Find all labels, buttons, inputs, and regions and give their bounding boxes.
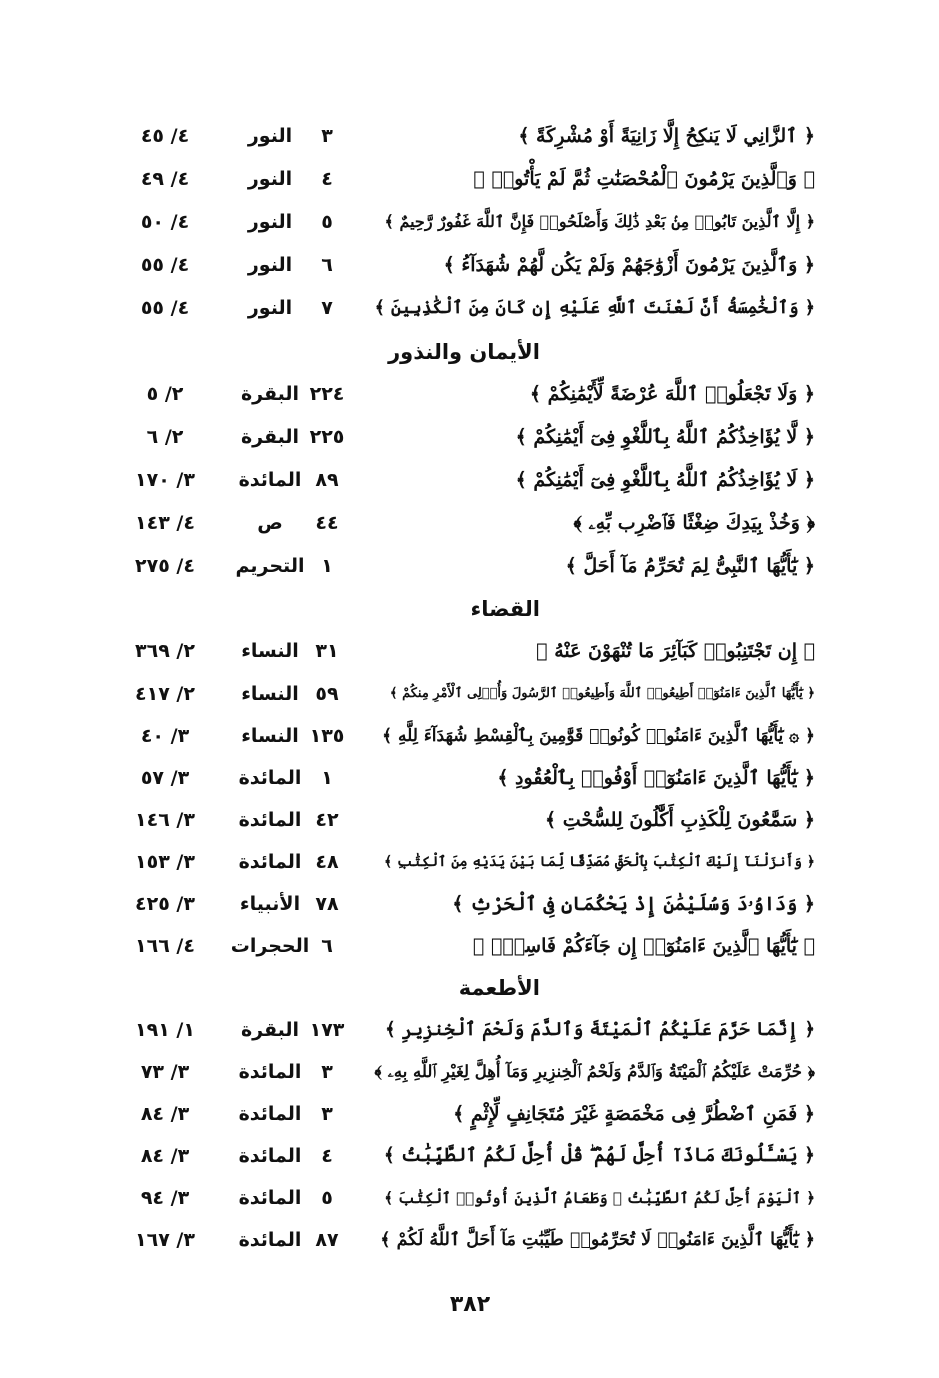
verse-number: ٨٧ [315,1229,339,1251]
verse-text: ﴿ ۞ يَٰٓأَيُّهَا ٱلَّذِينَ ءَامَنُوا۟ كُونُوا۟ قَوَّٰمِينَ بِٱلْقِسْطِ شُهَدَآءَ لِلَّهِ ﴾ [382,726,815,746]
verse-text: ﴿ وَدَاوُۥدَ وَسُلَيْمَٰنَ إِذْ يَحْكُمَانِ فِى ٱلْحَرْثِ ﴾ [452,893,815,915]
sura-name: التحريم [235,555,305,577]
verse-text: ﴿ إِن تَجْتَنِبُوا۟ كَبَآئِرَ مَا تُنْهَوْنَ عَنْهُ ﴾ [536,640,815,662]
verse-text: ﴿ وَٱلَّذِينَ يَرْمُونَ أَزْوَٰجَهُمْ وَلَمْ يَكُن لَّهُمْ شُهَدَآءُ ﴾ [443,254,815,276]
verse-number: ٤٢ [315,809,339,831]
sura-name: النور [247,168,293,190]
sura-name: المائدة [238,809,302,831]
sura-name: ص [257,512,283,534]
volume-page-ref: ٣/ ٨٤ [140,1103,190,1125]
volume-page-ref: ٣/ ١٥٣ [135,851,195,873]
volume-page-ref: ٤/ ٤٥ [140,125,190,147]
verse-text: ﴿ وَخُذْ بِيَدِكَ ضِغْثًا فَٱضْرِب بِّهِۦ ﴾ [573,512,815,534]
index-row [110,844,815,880]
sura-name: النور [247,125,293,147]
verse-text: ﴿ وَأَنزَلْنَآ إِلَيْكَ ٱلْكِتَٰبَ بِٱلْحَقِّ مُصَدِّقًا لِّمَا بَيْنَ يَدَيْهِ مِنَ ٱلْكِتَٰبِ ﴾ [384,854,815,870]
verse-text: ﴿ لَا يُؤَاخِذُكُمُ ٱللَّهُ بِٱللَّغْوِ فِىٓ أَيْمَٰنِكُمْ ﴾ [515,469,815,491]
sura-name: النساء [241,683,299,705]
volume-page-ref: ٤/ ١٤٣ [135,512,195,534]
verse-number: ٥ [321,211,333,233]
volume-page-ref: ٤/ ٥٠ [140,211,190,233]
sura-name: المائدة [238,1103,302,1125]
sura-name: النساء [241,725,299,747]
section-heading: القضاء [470,597,540,621]
volume-page-ref: ٤/ ١٦٦ [135,935,195,957]
volume-page-ref: ٣/ ٤٢٥ [135,893,195,915]
volume-page-ref: ٤/ ٥٥ [140,254,190,276]
index-row [110,548,815,584]
index-row [110,676,815,712]
volume-page-ref: ٢/ ٥ [146,383,184,405]
verse-text: ﴿ سَمَّٰعُونَ لِلْكَذِبِ أَكَّٰلُونَ لِلسُّحْتِ ﴾ [545,809,815,831]
index-row [110,928,815,964]
verse-number: ٥ [321,1187,333,1209]
verse-number: ١٣٥ [309,725,345,747]
verse-text: ﴿ وَلَا تَجْعَلُوا۟ ٱللَّهَ عُرْضَةً لِّأَيْمَٰنِكُمْ ﴾ [529,383,815,405]
volume-page-ref: ٣/ ١٤٦ [135,809,195,831]
index-row [110,1054,815,1090]
index-row [110,1138,815,1174]
verse-number: ٧ [321,297,333,319]
verse-number: ٣ [321,125,333,147]
verse-number: ٢٢٥ [309,426,345,448]
index-row [110,204,815,240]
index-row [110,886,815,922]
verse-number: ٦ [321,254,333,276]
index-row [110,462,815,498]
verse-text: ﴿ يَٰٓأَيُّهَا ٱلنَّبِىُّ لِمَ تُحَرِّمُ مَآ أَحَلَّ ﴾ [565,555,815,577]
sura-name: المائدة [238,1061,302,1083]
verse-text: ﴿ يَسْـَٔلُونَكَ مَاذَآ أُحِلَّ لَهُمْ ۖ قُلْ أُحِلَّ لَكُمُ ٱلطَّيِّبَٰتُ ﴾ [383,1145,815,1166]
index-row [110,1180,815,1216]
sura-name: المائدة [238,767,302,789]
page-number: ٣٨٢ [449,1292,491,1317]
index-row [110,633,815,669]
verse-number: ٤٨ [315,851,339,873]
sura-name: المائدة [238,1145,302,1167]
verse-text: ﴿ يَٰٓأَيُّهَا ٱلَّذِينَ ءَامَنُوٓا۟ أَوْفُوا۟ بِٱلْعُقُودِ ﴾ [497,767,815,789]
verse-text: ﴿ يَٰٓأَيُّهَا ٱلَّذِينَ ءَامَنُوٓا۟ إِن جَآءَكُمْ فَاسِقٌۢ ﴾ [472,935,815,957]
verse-number: ٢٢٤ [309,383,345,405]
sura-name: النور [247,254,293,276]
volume-page-ref: ٣/ ٤٠ [140,725,190,747]
index-row [110,760,815,796]
volume-page-ref: ٣/ ٥٧ [140,767,190,789]
sura-name: النور [247,211,293,233]
index-row [110,161,815,197]
sura-name: المائدة [238,469,302,491]
verse-number: ٣ [321,1061,333,1083]
sura-name: الأنبياء [239,893,301,915]
index-row [110,1012,815,1048]
sura-name: البقرة [240,426,300,448]
sura-name: النور [247,297,293,319]
verse-number: ٥٩ [315,683,339,705]
verse-number: ٣١ [315,640,339,662]
verse-number: ٦ [321,935,333,957]
index-row [110,419,815,455]
verse-number: ١ [321,767,333,789]
verse-number: ١٧٣ [309,1019,345,1041]
index-row [110,802,815,838]
section-heading: الأطعمة [458,976,540,1000]
verse-number: ٧٨ [315,893,339,915]
index-row [110,118,815,154]
sura-name: النساء [241,640,299,662]
sura-name: المائدة [238,1187,302,1209]
volume-page-ref: ٤/ ٢٧٥ [135,555,195,577]
verse-text: ﴿ فَمَنِ ٱضْطُرَّ فِى مَخْمَصَةٍ غَيْرَ مُتَجَانِفٍ لِّإِثْمٍ ﴾ [453,1103,815,1125]
volume-page-ref: ٢/ ٣٦٩ [135,640,195,662]
verse-text: ﴿ إِنَّمَا حَرَّمَ عَلَيْكُمُ ٱلْمَيْتَةَ وَٱلدَّمَ وَلَحْمَ ٱلْخِنزِيرِ ﴾ [385,1019,815,1040]
verse-text: ﴿ ٱلزَّانِي لَا يَنكِحُ إِلَّا زَانِيَةً أَوْ مُشْرِكَةً ﴾ [518,125,815,147]
volume-page-ref: ٣/ ٩٤ [140,1187,190,1209]
verse-text: ﴿ لَّا يُؤَاخِذُكُمُ ٱللَّهُ بِٱللَّغْوِ فِىٓ أَيْمَٰنِكُمْ ﴾ [515,426,815,448]
verse-number: ٣ [321,1103,333,1125]
sura-name: البقرة [240,1019,300,1041]
sura-name: المائدة [238,851,302,873]
verse-text: ﴿ وَٱلَّذِينَ يَرْمُونَ ٱلْمُحْصَنَٰتِ ثُمَّ لَمْ يَأْتُوا۟ ﴾ [473,168,815,190]
volume-page-ref: ٣/ ٨٤ [140,1145,190,1167]
verse-text: ﴿ ٱلْيَوْمَ أُحِلَّ لَكُمُ ٱلطَّيِّبَٰتُ ۖ وَطَعَامُ ٱلَّذِينَ أُوتُوا۟ ٱلْكِتَٰبَ ﴾ [384,1189,815,1207]
volume-page-ref: ٢/ ٤١٧ [135,683,195,705]
verse-text: ﴿ يَٰٓأَيُّهَا ٱلَّذِينَ ءَامَنُوٓا۟ أَطِيعُوا۟ ٱللَّهَ وَأَطِيعُوا۟ ٱلرَّسُولَ وَأُو۟لِى ٱلْأَمْرِ مِنكُمْ ﴾ [389,686,815,701]
verse-number: ٨٩ [315,469,339,491]
volume-page-ref: ٣/ ١٦٧ [135,1229,195,1251]
volume-page-ref: ٣/ ١٧٠ [135,469,195,491]
index-row [110,1096,815,1132]
verse-number: ٤٤ [315,512,339,534]
verse-text: ﴿ وَٱلْخَٰمِسَةُ أَنَّ لَعْنَتَ ٱللَّهِ عَلَيْهِ إِن كَانَ مِنَ ٱلْكَٰذِبِينَ ﴾ [374,298,815,318]
verse-number: ١ [321,555,333,577]
volume-page-ref: ٤/ ٤٩ [140,168,190,190]
index-row [110,247,815,283]
index-row [110,376,815,412]
sura-name: البقرة [240,383,300,405]
index-row [110,505,815,541]
sura-name: الحجرات [230,935,310,957]
verse-number: ٤ [321,168,333,190]
volume-page-ref: ٢/ ٦ [146,426,184,448]
verse-text: ﴿ إِلَّا ٱلَّذِينَ تَابُوا۟ مِنۢ بَعْدِ ذَٰلِكَ وَأَصْلَحُوا۟ فَإِنَّ ٱللَّهَ غَفُورٌ رَّحِيمٌ ﴾ [384,212,815,231]
index-row [110,1222,815,1258]
index-row [110,718,815,754]
verse-number: ٤ [321,1145,333,1167]
verse-text: ﴿ يَٰٓأَيُّهَا ٱلَّذِينَ ءَامَنُوا۟ لَا تُحَرِّمُوا۟ طَيِّبَٰتِ مَآ أَحَلَّ ٱللَّهُ لَكُمْ ﴾ [380,1230,815,1250]
sura-name: المائدة [238,1229,302,1251]
volume-page-ref: ٣/ ٧٣ [140,1061,190,1083]
volume-page-ref: ٤/ ٥٥ [140,297,190,319]
verse-text: ﴿ حُرِّمَتْ عَلَيْكُمُ ٱلْمَيْتَةُ وَٱلدَّمُ وَلَحْمُ ٱلْخِنزِيرِ وَمَآ أُهِلَّ لِغَيْرِ ٱللَّهِ بِهِۦ ﴾ [374,1062,815,1081]
index-row [110,290,815,326]
volume-page-ref: ١/ ١٩١ [135,1019,195,1041]
section-heading: الأيمان والنذور [388,340,540,364]
